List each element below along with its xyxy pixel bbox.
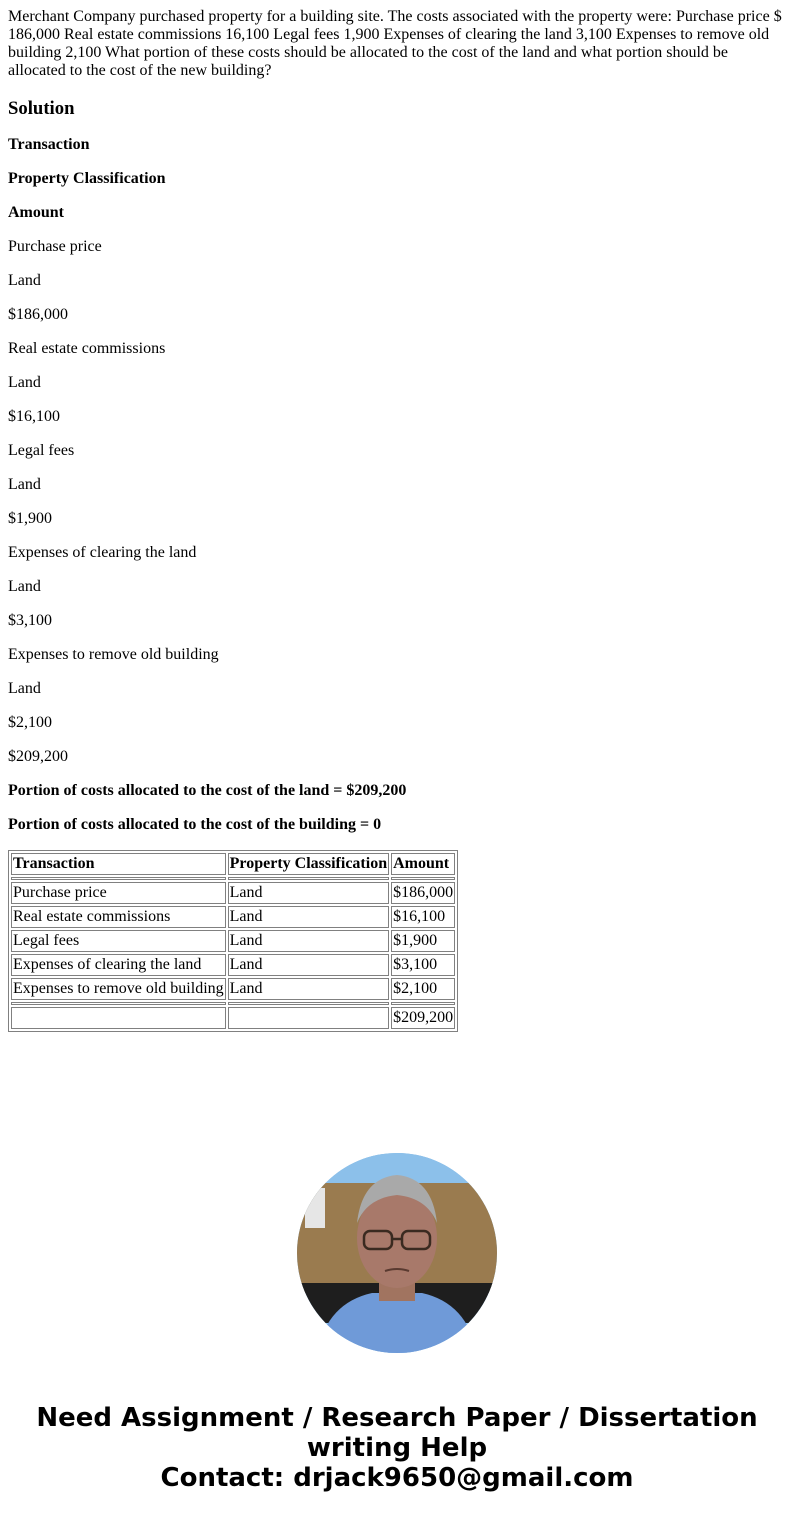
solution-lines xyxy=(8,136,786,834)
line-transaction: Real estate commissions xyxy=(8,340,166,357)
col-classification: Property Classification xyxy=(228,853,389,875)
col-amount: Amount xyxy=(391,853,455,875)
cell-classification: Land xyxy=(228,882,389,904)
line-transaction: Purchase price xyxy=(8,238,102,255)
table-row xyxy=(11,906,455,928)
table-row xyxy=(11,882,455,904)
promo-line-2: writing Help xyxy=(306,1433,488,1463)
line-classification: Land xyxy=(8,476,41,493)
cell-transaction: Real estate commissions xyxy=(11,906,226,928)
cell-total: $209,200 xyxy=(391,1007,455,1029)
table-row xyxy=(11,954,455,976)
cell-classification: Land xyxy=(228,978,389,1000)
line-amount: $16,100 xyxy=(8,408,60,425)
cell-amount: $1,900 xyxy=(391,930,455,952)
cell-empty xyxy=(228,1007,389,1029)
solution-heading: Solution xyxy=(8,98,75,119)
table-row xyxy=(11,930,455,952)
line-transaction: Legal fees xyxy=(8,442,75,459)
cell-transaction: Purchase price xyxy=(11,882,226,904)
table-total-row xyxy=(11,1007,455,1029)
line-amount: $2,100 xyxy=(8,714,52,731)
footer-separator xyxy=(11,1002,455,1005)
promo-banner xyxy=(0,1403,794,1493)
conclusion-land: Portion of costs allocated to the cost of the land = $209,200 xyxy=(8,782,407,799)
cell-transaction: Expenses to remove old building xyxy=(11,978,226,1000)
cell-amount: $3,100 xyxy=(391,954,455,976)
line-amount: $186,000 xyxy=(8,306,68,323)
header-amount: Amount xyxy=(8,204,65,221)
question-text: Merchant Company purchased property for a building site. The costs associated with the property were: Purchase price $ 186,000 Real estate commissions 16,100 Legal fees 1,900 Expenses of clearing the land 3,100 Expenses to remove old building 2,100 What portion of these costs should be allocated to the cost of the land and what portion should be allocated to the cost of the new building? xyxy=(8,8,782,79)
promo-line-1: Need Assignment / Research Paper / Dissertation xyxy=(36,1403,758,1433)
cell-amount: $16,100 xyxy=(391,906,455,928)
cell-empty xyxy=(11,1007,226,1029)
line-classification: Land xyxy=(8,374,41,391)
line-classification: Land xyxy=(8,272,41,289)
header-classification: Property Classification xyxy=(8,170,166,187)
line-classification: Land xyxy=(8,680,41,697)
table-row xyxy=(11,978,455,1000)
line-classification: Land xyxy=(8,578,41,595)
cell-amount: $186,000 xyxy=(391,882,455,904)
cell-classification: Land xyxy=(228,954,389,976)
line-total: $209,200 xyxy=(8,748,68,765)
col-transaction: Transaction xyxy=(11,853,226,875)
header-transaction: Transaction xyxy=(8,136,90,153)
conclusion-building: Portion of costs allocated to the cost of the building = 0 xyxy=(8,816,382,833)
promo-contact: Contact: drjack9650@gmail.com xyxy=(160,1463,634,1493)
solution-table xyxy=(8,850,458,1032)
line-amount: $1,900 xyxy=(8,510,52,527)
header-separator xyxy=(11,877,455,880)
cell-transaction: Legal fees xyxy=(11,930,226,952)
line-amount: $3,100 xyxy=(8,612,52,629)
table-body xyxy=(11,882,455,1000)
portrait-icon xyxy=(297,1153,497,1353)
cell-amount: $2,100 xyxy=(391,978,455,1000)
table-header-row xyxy=(11,853,455,875)
cell-classification: Land xyxy=(228,906,389,928)
author-photo-icon xyxy=(297,1153,497,1353)
line-transaction: Expenses of clearing the land xyxy=(8,544,197,561)
cell-transaction: Expenses of clearing the land xyxy=(11,954,226,976)
line-transaction: Expenses to remove old building xyxy=(8,646,219,663)
cell-classification: Land xyxy=(228,930,389,952)
